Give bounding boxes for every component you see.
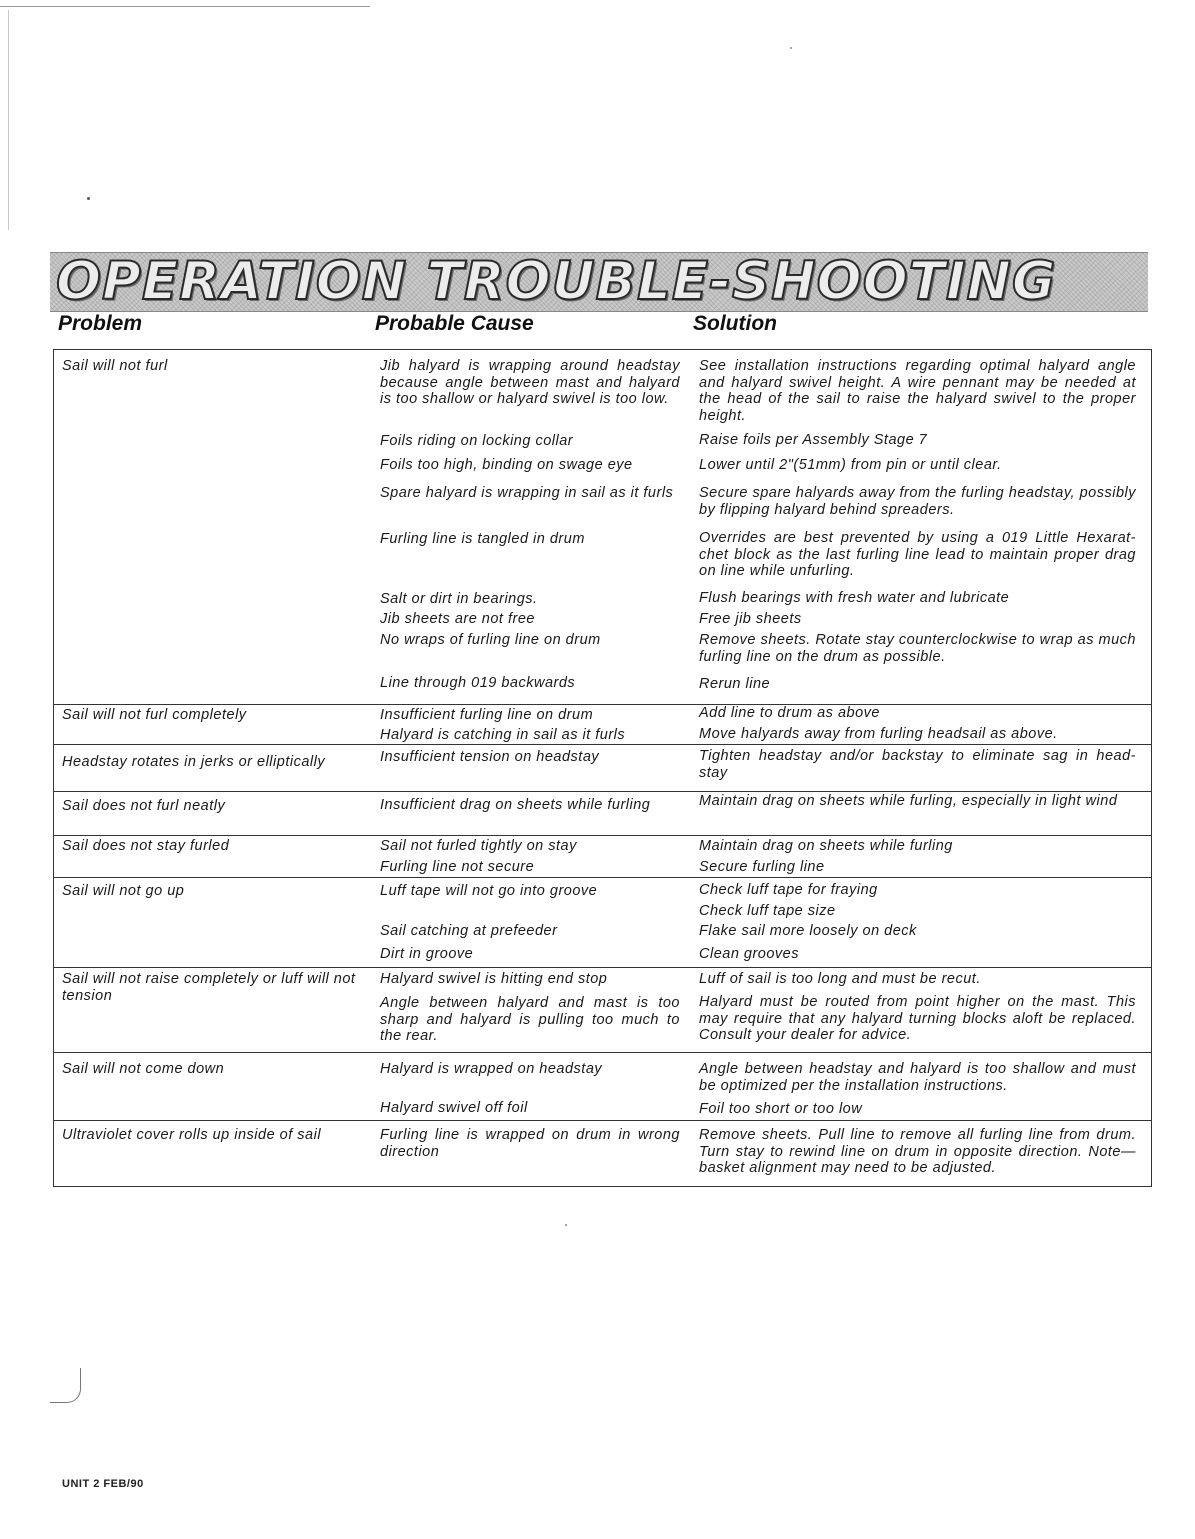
solution-cell: Luff of sail is too long and must be recut.	[699, 971, 981, 987]
problem-cell: Sail will not furl	[62, 358, 168, 374]
scan-speck	[87, 197, 90, 200]
cause-cell: Halyard is catching in sail as it furls	[380, 727, 626, 743]
solution-cell: Rerun line	[699, 676, 771, 692]
cause-cell: Furling line not secure	[380, 859, 535, 875]
cause-cell: Insufficient furling line on drum	[380, 707, 594, 723]
cause-cell: Foils riding on locking collar	[380, 433, 574, 449]
row-divider	[54, 1052, 1151, 1053]
solution-cell: Maintain drag on sheets while furling, especially in light wind	[699, 793, 1118, 809]
row-divider	[54, 835, 1151, 836]
column-header-solution: Solution	[693, 312, 777, 335]
cause-cell: Insufficient drag on sheets while furling	[380, 797, 651, 813]
cause-cell: Dirt in groove	[380, 946, 474, 962]
problem-cell: Sail will not raise completely or luff will not tension	[62, 971, 356, 1004]
cause-cell: Furling line is wrapped on drum in wrong direction	[380, 1127, 680, 1160]
solution-cell: Secure furling line	[699, 859, 825, 875]
solution-cell: Flake sail more loosely on deck	[699, 923, 917, 939]
scan-edge-left	[8, 10, 9, 230]
solution-cell: Tighten headstay and/or backstay to eliminate sag in head-stay	[699, 748, 1136, 781]
solution-cell: Foil too short or too low	[699, 1101, 863, 1117]
solution-cell: Flush bearings with fresh water and lubricate	[699, 590, 1010, 606]
scan-speck	[790, 47, 792, 49]
solution-cell: Lower until 2"(51mm) from pin or until clear.	[699, 457, 1002, 473]
solution-cell: Free jib sheets	[699, 611, 802, 627]
problem-cell: Headstay rotates in jerks or elliptically	[62, 754, 326, 770]
cause-cell: Halyard swivel is hitting end stop	[380, 971, 608, 987]
solution-cell: Raise foils per Assembly Stage 7	[699, 432, 928, 448]
solution-cell: Remove sheets. Pull line to remove all furling line from drum. Turn stay to rewind line on drum in opposite direction. Note—basket alignment may need to be adjusted.	[699, 1127, 1136, 1176]
cause-cell: Jib sheets are not free	[380, 611, 535, 627]
solution-cell: Check luff tape size	[699, 903, 836, 919]
solution-cell: Clean grooves	[699, 946, 799, 962]
cause-cell: Sail not furled tightly on stay	[380, 838, 577, 854]
cause-cell: Sail catching at prefeeder	[380, 923, 558, 939]
page-title: OPERATION TROUBLE-SHOOTING	[56, 251, 1057, 312]
cause-cell: Halyard is wrapped on headstay	[380, 1061, 603, 1077]
problem-cell: Sail does not stay furled	[62, 838, 230, 854]
solution-cell: Maintain drag on sheets while furling	[699, 838, 953, 854]
problem-cell: Sail will not go up	[62, 883, 185, 899]
scan-speck	[565, 1224, 567, 1226]
solution-cell: Check luff tape for fraying	[699, 882, 878, 898]
row-divider	[54, 744, 1151, 745]
problem-cell: Ultraviolet cover rolls up inside of sail	[62, 1127, 322, 1143]
problem-cell: Sail will not furl completely	[62, 707, 247, 723]
solution-cell: Move halyards away from furling headsail as above.	[699, 726, 1058, 742]
row-divider	[54, 791, 1151, 792]
solution-cell: Halyard must be routed from point higher on the mast. This may require that any halyard turning blocks aloft be replaced. Consult your dealer for advice.	[699, 994, 1136, 1043]
cause-cell: Jib halyard is wrapping around headstay because angle between mast and halyard is too shallow or halyard swivel is too low.	[380, 358, 680, 407]
troubleshooting-table	[53, 349, 1152, 1187]
row-divider	[54, 877, 1151, 878]
problem-cell: Sail does not furl neatly	[62, 798, 226, 814]
cause-cell: Salt or dirt in bearings.	[380, 591, 538, 607]
scan-edge-top	[0, 6, 370, 7]
column-header-cause: Probable Cause	[375, 312, 534, 335]
row-divider	[54, 1120, 1151, 1121]
cause-cell: Line through 019 backwards	[380, 675, 576, 691]
solution-cell: Add line to drum as above	[699, 705, 880, 721]
scan-mark	[50, 1368, 81, 1403]
cause-cell: No wraps of furling line on drum	[380, 632, 601, 648]
page-footer: UNIT 2 FEB/90	[62, 1478, 144, 1490]
cause-cell: Foils too high, binding on swage eye	[380, 457, 633, 473]
solution-cell: Overrides are best prevented by using a 019 Little Hexarat-chet block as the last furling line lead to maintain proper drag on line while unfurling.	[699, 530, 1136, 579]
solution-cell: Remove sheets. Rotate stay counterclockwise to wrap as much furling line on the drum as possible.	[699, 632, 1136, 665]
cause-cell: Furling line is tangled in drum	[380, 531, 585, 547]
cause-cell: Luff tape will not go into groove	[380, 883, 598, 899]
cause-cell: Insufficient tension on headstay	[380, 749, 600, 765]
problem-cell: Sail will not come down	[62, 1061, 225, 1077]
solution-cell: Angle between headstay and halyard is too shallow and must be optimized per the installation instructions.	[699, 1061, 1136, 1094]
solution-cell: Secure spare halyards away from the furling headstay, possibly by flipping halyard behind spreaders.	[699, 485, 1136, 518]
cause-cell: Spare halyard is wrapping in sail as it furls	[380, 485, 674, 501]
column-header-problem: Problem	[58, 312, 143, 335]
row-divider	[54, 967, 1151, 968]
cause-cell: Halyard swivel off foil	[380, 1100, 528, 1116]
cause-cell: Angle between halyard and mast is too sharp and halyard is pulling too much to the rear.	[380, 995, 680, 1044]
title-banner	[50, 252, 1148, 312]
solution-cell: See installation instructions regarding optimal halyard angle and halyard swivel height. A wire pennant may be needed at the head of the sail to raise the halyard swivel to the proper height.	[699, 358, 1136, 424]
